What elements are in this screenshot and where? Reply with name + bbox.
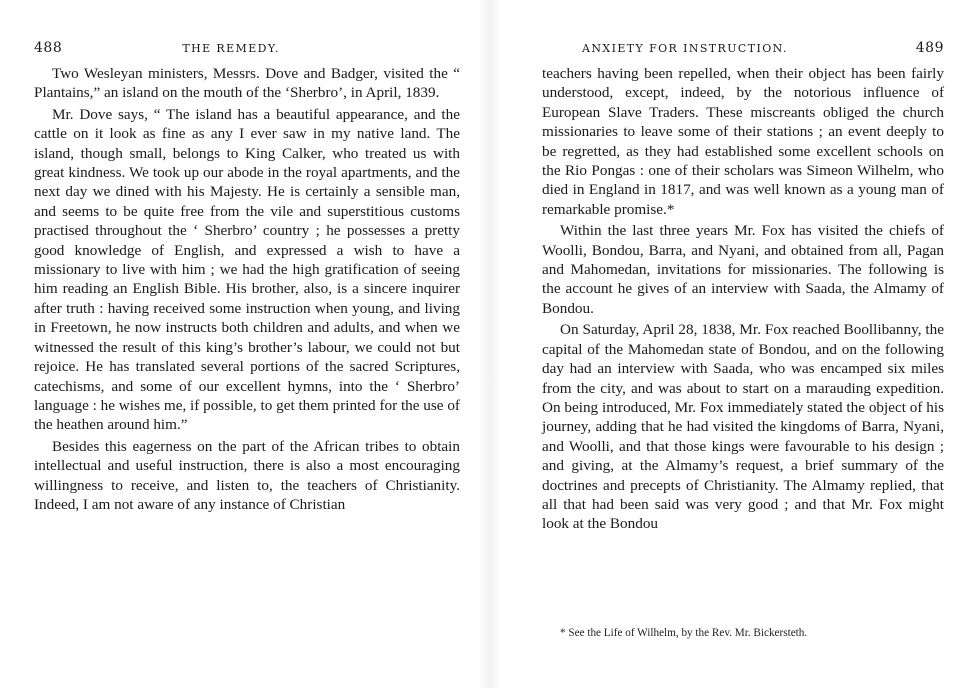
right-body-text bbox=[542, 64, 944, 534]
right-page-number: 489 bbox=[915, 40, 944, 56]
page-gutter bbox=[478, 0, 502, 688]
left-body-text bbox=[34, 64, 460, 514]
left-paragraph-3: Besides this eagerness on the part of the African tribes to obtain intellectual and useful instruction, there is also a most encouraging willingness to receive, and listen to, the teachers of Christianity. Indeed, I am not aware of any instance of Christian bbox=[34, 437, 460, 513]
left-paragraph-1: Two Wesleyan ministers, Messrs. Dove and Badger, visited the “ Plantains,” an island on the mouth of the ‘Sherbro’, in April, 1839. bbox=[34, 65, 460, 102]
right-continuation: teachers having been repelled, when their object has been fairly understood, except, indeed, by the notorious influence of European Slave Traders. These miscreants obliged the church missionaries to leave some of their stations ; an event deeply to be regretted, as they had established some excellent schools on the Rio Pongas : one of their scholars was Simeon Wilhelm, who died in England in 1817, and was well known as a young man of remarkable promise.* bbox=[542, 65, 944, 218]
right-running-title: ANXIETY FOR INSTRUCTION. bbox=[582, 42, 788, 55]
left-page-number: 488 bbox=[34, 40, 63, 56]
left-running-head bbox=[34, 40, 460, 64]
right-paragraph-1: Within the last three years Mr. Fox has visited the chiefs of Woolli, Bondou, Barra, and Nyani, and obtained from all, Pagan and Mahomedan, invitations for missionaries. The following is the account he gives of an interview with Saada, the Almamy of Bondou. bbox=[542, 222, 944, 317]
left-paragraph-2: Mr. Dove says, “ The island has a beautiful appearance, and the cattle on it look as fine as any I ever saw in my native land. The island, though small, belongs to King Calker, who treated us with great kindness. We took up our abode in the royal apartments, and the next day we dined with his Majesty. He is certainly a sensible man, and seems to be quite free from the vile and superstitious customs practised throughout the ‘ Sherbro’ country ; he possesses a pretty good knowledge of English, and expressed a wish to have a missionary to live with him ; we had the high gratification of seeing him reading an English Bible. His brother, also, is a sincere inquirer after truth : having received some instruction when young, and living in Freetown, he now instructs both children and adults, and when we witnessed the result of this king’s brother’s labour, we could not but rejoice. He has translated several portions of the sacred Scriptures, catechisms, and some of our excellent hymns, into the ‘ Sherbro’ language : he wishes me, if possible, to get them printed for the use of the heathen around him.” bbox=[34, 105, 460, 434]
right-running-head bbox=[542, 40, 944, 64]
left-running-title: THE REMEDY. bbox=[182, 42, 280, 55]
footnote: * See the Life of Wilhelm, by the Rev. Mr. Bickersteth. bbox=[560, 627, 808, 639]
right-paragraph-2: On Saturday, April 28, 1838, Mr. Fox reached Boollibanny, the capital of the Mahomedan state of Bondou, and on the following day had an interview with Saada, who was encamped six miles from the city, and was about to start on a marauding expedition. On being introduced, Mr. Fox immediately stated the object of his journey, adding that he had visited the kingdoms of Barra, Nyani, and Woolli, and that those kings were favourable to his design ; and giving, at the Almamy’s request, a brief summary of the doctrines and precepts of Christianity. The Almamy replied, that all that had been said was very good ; and that Mr. Fox might look at the Bondou bbox=[542, 321, 944, 533]
right-page bbox=[490, 0, 980, 688]
